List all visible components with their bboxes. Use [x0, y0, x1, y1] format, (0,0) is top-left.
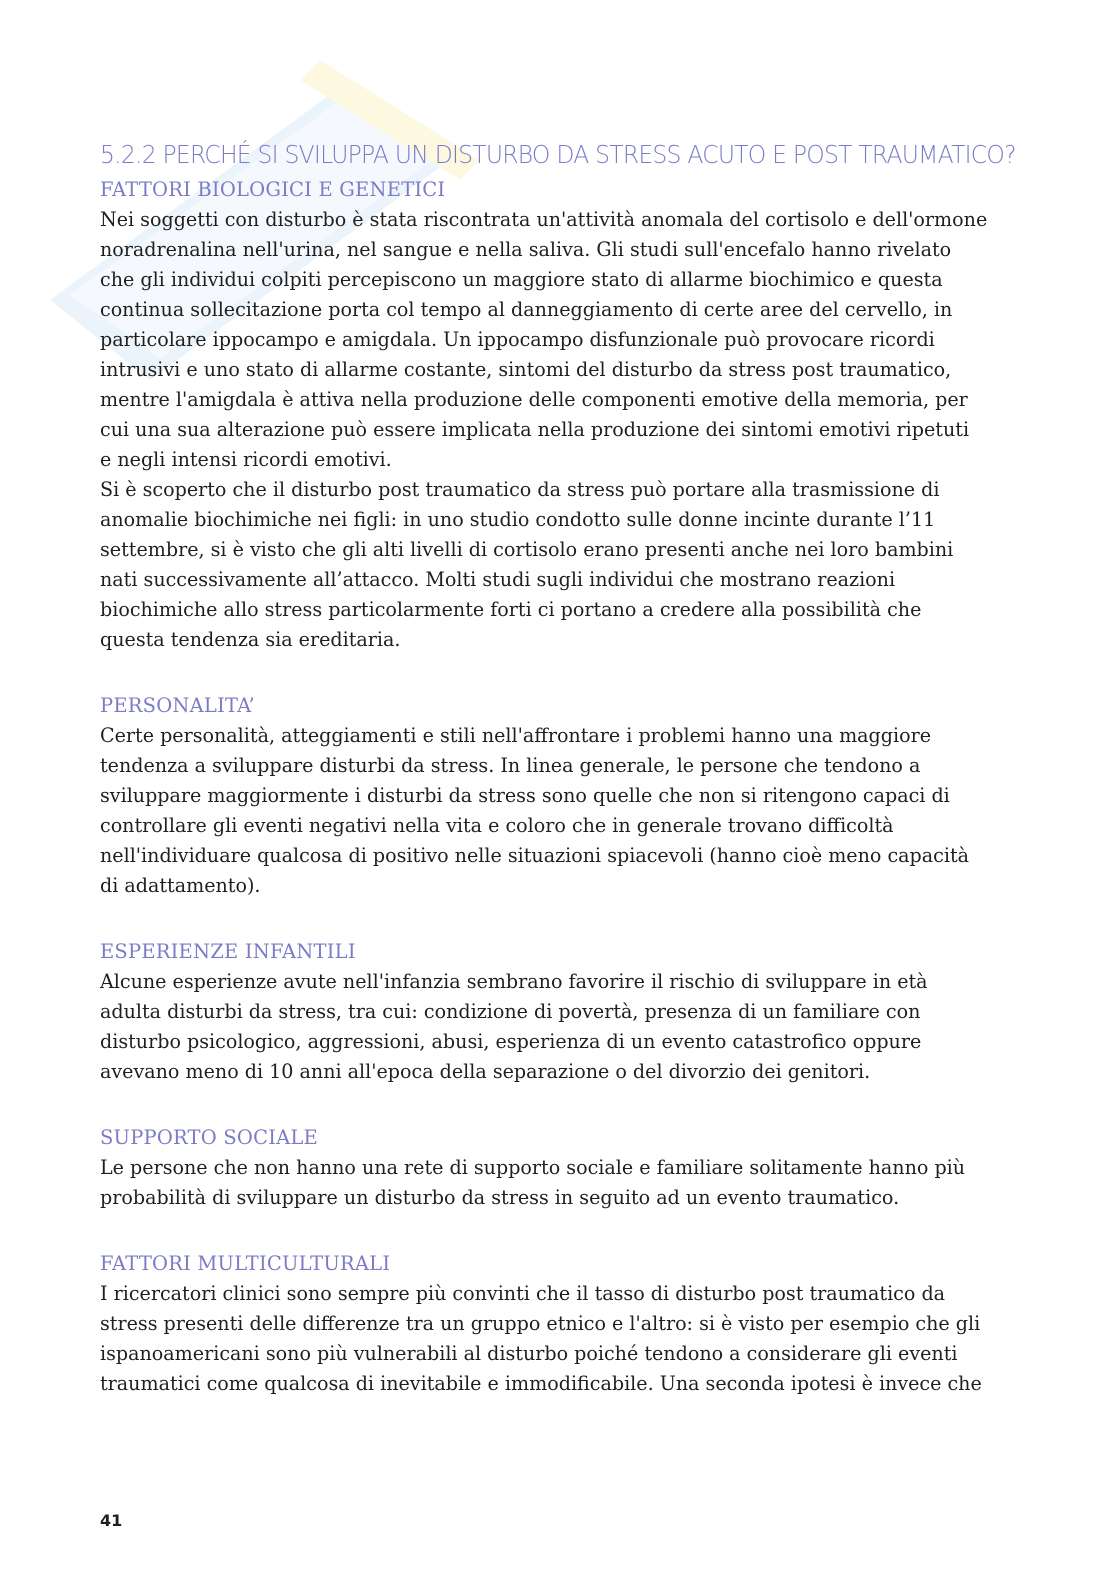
paragraph-line: noradrenalina nell'urina, nel sangue e nella saliva. Gli studi sull'encefalo hanno rivelato	[100, 238, 952, 261]
section-title: 5.2.2 PERCHÉ SI SVILUPPA UN DISTURBO DA STRESS ACUTO E POST TRAUMATICO?	[100, 140, 1016, 169]
paragraph-line: settembre, si è visto che gli alti livelli di cortisolo erano presenti anche nei loro bambini	[100, 538, 954, 561]
section-heading: SUPPORTO SOCIALE	[100, 1126, 318, 1149]
paragraph-line: tendenza a sviluppare disturbi da stress. In linea generale, le persone che tendono a	[100, 754, 921, 777]
paragraph-line: di adattamento).	[100, 874, 261, 897]
section-childhood	[100, 937, 1020, 1087]
paragraph-line: adulta disturbi da stress, tra cui: condizione di povertà, presenza di un familiare con	[100, 1000, 921, 1023]
paragraph-line: continua sollecitazione porta col tempo al danneggiamento di certe aree del cervello, in	[100, 298, 953, 321]
section-personality	[100, 691, 1020, 901]
paragraph-line: mentre l'amigdala è attiva nella produzione delle componenti emotive della memoria, per	[100, 388, 968, 411]
section-social-support	[100, 1123, 1020, 1213]
paragraph-line: Le persone che non hanno una rete di supporto sociale e familiare solitamente hanno più	[100, 1156, 966, 1179]
paragraph-line: particolare ippocampo e amigdala. Un ippocampo disfunzionale può provocare ricordi	[100, 328, 935, 351]
paragraph-line: disturbo psicologico, aggressioni, abusi, esperienza di un evento catastrofico oppure	[100, 1030, 922, 1053]
paragraph-line: intrusivi e uno stato di allarme costante, sintomi del disturbo da stress post traumatico,	[100, 358, 952, 381]
page-content	[100, 140, 1020, 1399]
page-number: 41	[100, 1511, 123, 1530]
paragraph-line: che gli individui colpiti percepiscono un maggiore stato di allarme biochimico e questa	[100, 268, 943, 291]
section-biological	[100, 175, 1020, 655]
paragraph-line: stress presenti delle differenze tra un gruppo etnico e l'altro: si è visto per esempio che gli	[100, 1312, 981, 1335]
paragraph-line: nati successivamente all’attacco. Molti studi sugli individui che mostrano reazioni	[100, 568, 896, 591]
section-multicultural	[100, 1249, 1020, 1399]
paragraph-line: probabilità di sviluppare un disturbo da stress in seguito ad un evento traumatico.	[100, 1186, 900, 1209]
paragraph-line: biochimiche allo stress particolarmente forti ci portano a credere alla possibilità che	[100, 598, 922, 621]
section-heading: FATTORI MULTICULTURALI	[100, 1252, 391, 1275]
paragraph-line: ispanoamericani sono più vulnerabili al disturbo poiché tendono a considerare gli eventi	[100, 1342, 958, 1365]
paragraph-line: questa tendenza sia ereditaria.	[100, 628, 401, 651]
section-heading: FATTORI BIOLOGICI E GENETICI	[100, 178, 446, 201]
paragraph-line: Alcune esperienze avute nell'infanzia sembrano favorire il rischio di sviluppare in età	[100, 970, 928, 993]
paragraph-line: I ricercatori clinici sono sempre più convinti che il tasso di disturbo post traumatico da	[100, 1282, 946, 1305]
paragraph-line: avevano meno di 10 anni all'epoca della separazione o del divorzio dei genitori.	[100, 1060, 871, 1083]
paragraph-line: nell'individuare qualcosa di positivo nelle situazioni spiacevoli (hanno cioè meno capacità	[100, 844, 969, 867]
paragraph-line: cui una sua alterazione può essere implicata nella produzione dei sintomi emotivi ripetuti	[100, 418, 970, 441]
paragraph-line: Certe personalità, atteggiamenti e stili nell'affrontare i problemi hanno una maggiore	[100, 724, 932, 747]
section-heading: PERSONALITA’	[100, 694, 255, 717]
paragraph-line: Nei soggetti con disturbo è stata riscontrata un'attività anomala del cortisolo e dell'ormone	[100, 208, 988, 231]
paragraph-line: sviluppare maggiormente i disturbi da stress sono quelle che non si ritengono capaci di	[100, 784, 950, 807]
section-heading: ESPERIENZE INFANTILI	[100, 940, 356, 963]
paragraph-line: Si è scoperto che il disturbo post traumatico da stress può portare alla trasmissione di	[100, 478, 940, 501]
paragraph-line: controllare gli eventi negativi nella vita e coloro che in generale trovano difficoltà	[100, 814, 894, 837]
paragraph-line: e negli intensi ricordi emotivi.	[100, 448, 392, 471]
paragraph-line: traumatici come qualcosa di inevitabile e immodificabile. Una seconda ipotesi è invece che	[100, 1372, 982, 1395]
paragraph-line: anomalie biochimiche nei figli: in uno studio condotto sulle donne incinte durante l’11	[100, 508, 936, 531]
